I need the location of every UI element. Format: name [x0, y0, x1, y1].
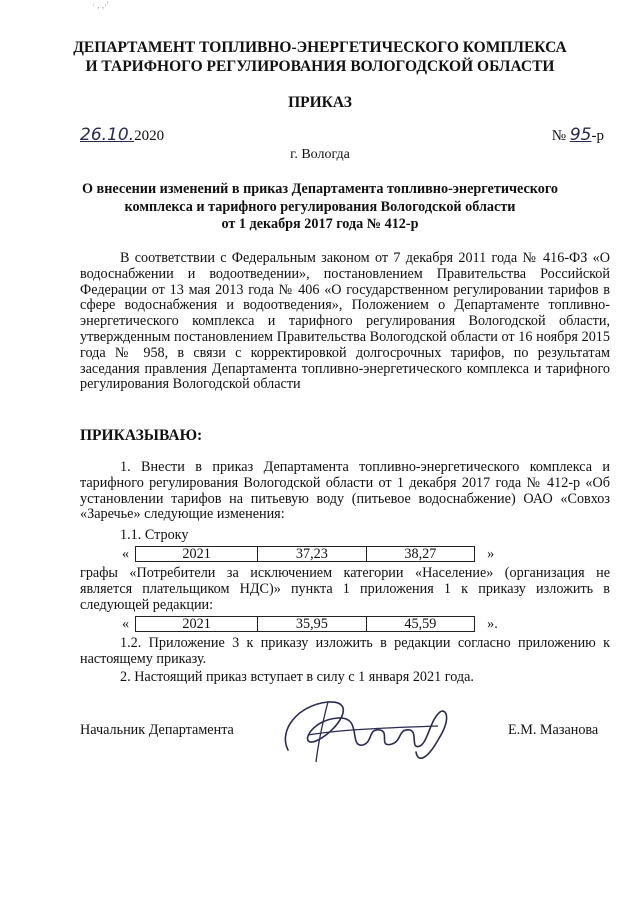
document-type: ПРИКАЗ: [288, 94, 352, 111]
subject-line-2: комплекса и тарифного регулирования Вологодской области: [124, 198, 516, 215]
handwritten-number: 95: [569, 125, 592, 145]
old-value-2-cell: 38,27: [366, 547, 475, 562]
open-quote: «: [122, 546, 130, 562]
department-line-2: И ТАРИФНОГО РЕГУЛИРОВАНИЯ ВОЛОГОДСКОЙ ОБЛАСТИ: [85, 58, 555, 75]
handwritten-date: 26.10.: [80, 125, 135, 145]
order-word: ПРИКАЗЫВАЮ:: [80, 427, 203, 444]
new-year-cell: 2021: [136, 617, 258, 632]
handwritten-signature: [268, 690, 468, 770]
new-value-2-cell: 45,59: [366, 617, 475, 632]
subject-line-1: О внесении изменений в приказ Департамента топливно-энергетического: [81, 181, 559, 197]
department-name: [0, 38, 640, 76]
old-year-cell: 2021: [136, 547, 258, 562]
number-suffix: -р: [591, 128, 604, 144]
table-row: [136, 617, 475, 632]
preamble-paragraph: В соответствии с Федеральным законом от 7 декабря 2011 года № 416-ФЗ «О водоснабжении и водоотведении», постановлением Правительства Российской Федерации от 13 мая 2013 года № 406 «О государственном регулировании тарифов в сфере водоснабжения и водоотведения», Положением о Департаменте топливно-энергетического комплекса и тарифного регулирования Вологодской области, утвержденным постановлением Правительства Вологодской области от 16 ноября 2015 года № 958, в связи с корректировкой долгосрочных тарифов, по результатам заседания правления Департамента топливно-энергетического комплекса и тарифного регулирования Вологодской области: [80, 250, 610, 393]
open-quote: «: [122, 616, 130, 632]
item-1-1-label: 1.1. Строку: [120, 527, 189, 543]
date-year: 2020: [134, 128, 165, 144]
department-line-1: ДЕПАРТАМЕНТ ТОПЛИВНО-ЭНЕРГЕТИЧЕСКОГО КОМПЛЕКСА: [73, 39, 567, 56]
signatory-position: Начальник Департамента: [80, 722, 234, 738]
old-tariff-table: [135, 546, 475, 562]
close-quote: ».: [487, 616, 498, 632]
mid-paragraph: графы «Потребители за исключением категории «Население» (организация не является плательщиком НДС)» пункта 1 приложения 1 к приказу изложить в следующей редакции:: [80, 565, 610, 613]
city: г. Вологда: [290, 147, 350, 162]
order-number: [552, 125, 604, 145]
order-subject: [40, 181, 600, 234]
signatory-name: Е.М. Мазанова: [508, 722, 599, 738]
new-tariff-table: [135, 616, 475, 632]
old-tariff-row: [122, 545, 502, 563]
new-tariff-row: [122, 615, 502, 633]
subject-line-3: от 1 декабря 2017 года № 412-р: [221, 216, 419, 232]
old-value-1-cell: 37,23: [258, 547, 366, 562]
order-date: [80, 125, 164, 145]
close-quote: »: [487, 546, 495, 562]
scan-mark: · , ,·': [92, 0, 109, 10]
item-1-2-paragraph: 1.2. Приложение 3 к приказу изложить в редакции согласно приложению к настоящему приказу.: [80, 635, 610, 667]
item-1-paragraph: 1. Внести в приказ Департамента топливно-энергетического комплекса и тарифного регулирования Вологодской области от 1 декабря 2017 года № 412-р «Об установлении тарифов на питьевую воду (питьевое водоснабжение) ОАО «Совхоз «Заречье» следующие изменения:: [80, 459, 610, 523]
new-value-1-cell: 35,95: [258, 617, 366, 632]
number-prefix: №: [551, 128, 567, 144]
item-2-paragraph: 2. Настоящий приказ вступает в силу с 1 января 2021 года.: [120, 669, 474, 685]
table-row: [136, 547, 475, 562]
